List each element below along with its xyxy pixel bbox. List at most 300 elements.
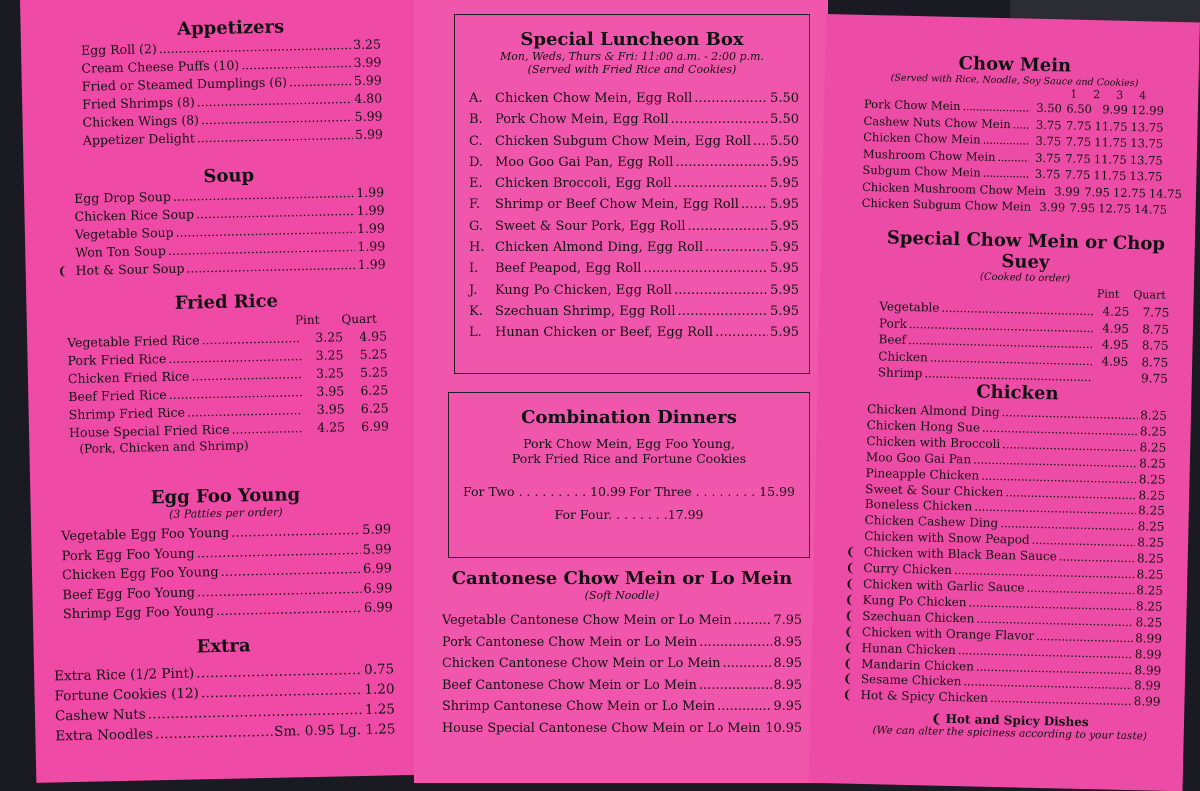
combination-line2: Pork Fried Rice and Fortune Cookies — [449, 451, 809, 466]
leader-dots — [734, 610, 772, 632]
leader-dots — [722, 653, 771, 675]
item-price: 5.95 — [770, 173, 799, 194]
menu-panel-middle — [414, 0, 828, 783]
item-price: 5.95 — [770, 322, 799, 343]
item-price-quart: 7.75 — [1129, 304, 1169, 321]
section-subtitle: (Soft Noodle) — [442, 589, 802, 602]
item-name: Shrimp Fried Rice — [69, 404, 186, 424]
leader-dots — [201, 329, 301, 349]
section-title: Cantonese Chow Mein or Lo Mein — [442, 568, 802, 589]
item-letter: B. — [469, 109, 495, 130]
pepper-icon: ❨ — [846, 545, 856, 561]
item-price: 8.25 — [1136, 599, 1163, 616]
leader-dots — [762, 718, 763, 740]
item-price: 8.25 — [1138, 504, 1165, 521]
item-price: 1.25 — [365, 699, 395, 720]
chow-mein-size-col: 3 — [1116, 89, 1123, 102]
item-price: 8.25 — [1139, 440, 1166, 457]
item-price-size-1: 3.75 — [1031, 133, 1061, 150]
item-price: 0.75 — [364, 659, 394, 680]
item-name: Chicken Broccoli, Egg Roll — [495, 173, 672, 194]
item-name: Mushroom Chow Mein — [863, 145, 996, 165]
item-name: Chicken Mushroom Chow Mein — [862, 178, 1046, 199]
special-chow-list — [878, 298, 1170, 387]
appetizers-list — [81, 35, 383, 149]
luncheon-box — [454, 14, 810, 374]
item-price: 8.25 — [1135, 615, 1162, 632]
item-price-quart: 5.25 — [343, 345, 387, 364]
item-price: 5.95 — [770, 301, 799, 322]
item-price-quart: 8.75 — [1128, 337, 1168, 354]
item-name: Pork Cantonese Chow Mein or Lo Mein — [442, 632, 697, 654]
item-price-size-1: 3.75 — [1031, 149, 1061, 166]
item-price-size-4: 13.75 — [1127, 151, 1163, 168]
menu-panel-left — [20, 0, 432, 783]
leader-dots — [753, 131, 768, 152]
item-price-pint: 4.95 — [1094, 336, 1128, 353]
item-price: 1.99 — [356, 183, 384, 202]
cantonese-section — [442, 568, 802, 739]
leader-dots — [675, 152, 768, 173]
item-name: Chicken with Snow Peapod — [864, 529, 1030, 549]
item-price: 1.20 — [364, 679, 394, 700]
item-name: Chicken with Broccoli — [866, 434, 1000, 453]
egg-foo-young-list — [61, 520, 393, 624]
item-letter: L. — [469, 322, 495, 343]
menu-item-row — [469, 131, 799, 152]
menu-item-row — [469, 152, 799, 173]
item-name: Shrimp Egg Foo Young — [63, 602, 215, 625]
section-title: Chicken — [867, 379, 1167, 407]
item-name: Hot & Spicy Chicken — [860, 688, 988, 707]
item-name: Extra Rice (1/2 Pint) — [54, 664, 194, 687]
item-name: Chicken with Garlic Sauce — [863, 577, 1025, 597]
leader-dots — [186, 256, 356, 278]
menu-item-row — [469, 237, 799, 258]
item-name: Appetizer Delight — [83, 129, 195, 149]
item-name: Chicken with Orange Flavor — [862, 625, 1034, 645]
leader-dots — [241, 54, 352, 74]
item-name: Chicken Subgum Chow Mein — [862, 195, 1032, 215]
for-two: For Two . . . . . . . . . 10.99 — [463, 484, 626, 499]
item-price-pint: 3.95 — [304, 382, 344, 401]
item-price: 5.50 — [770, 109, 799, 130]
pepper-icon: ❨ — [845, 592, 855, 608]
chow-mein-list — [862, 96, 1165, 218]
item-name: Hunan Chicken or Beef, Egg Roll — [495, 322, 713, 343]
item-name: Pork Fried Rice — [67, 350, 166, 370]
section-title: Special Luncheon Box — [455, 29, 809, 50]
leader-dots — [705, 237, 768, 258]
item-name: Kung Po Chicken — [863, 593, 967, 611]
item-name: Curry Chicken — [863, 561, 952, 579]
chow-mein-size-col: 1 — [1070, 88, 1077, 101]
item-name: Won Ton Soup — [75, 242, 166, 262]
item-price-size-3: 12.75 — [1095, 200, 1131, 217]
combination-prices-row — [463, 484, 795, 499]
leader-dots — [674, 173, 768, 194]
special-chow-section — [878, 227, 1171, 387]
leader-dots — [699, 675, 772, 697]
item-price: 5.95 — [770, 194, 799, 215]
hot-legend-note: (We can alter the spiciness according to your taste) — [860, 724, 1160, 743]
item-name: Chicken Chow Mein — [863, 129, 981, 148]
leader-dots — [231, 419, 303, 438]
extra-list — [54, 659, 396, 746]
pepper-icon: ❨ — [843, 640, 853, 656]
col-pint: Pint — [1097, 285, 1120, 304]
item-price-size-1: 3.75 — [1031, 116, 1061, 133]
fried-rice-section — [66, 288, 389, 456]
item-price: 8.95 — [774, 675, 803, 697]
leader-dots — [962, 98, 1030, 116]
col-quart: Quart — [1133, 286, 1166, 305]
leader-dots — [997, 148, 1029, 165]
item-name: Vegetable Soup — [75, 224, 174, 244]
leader-dots — [643, 258, 768, 279]
item-name: Moo Goo Gai Pan, Egg Roll — [495, 152, 673, 173]
menu-item-row — [442, 675, 802, 697]
item-letter: C. — [469, 131, 495, 152]
pepper-icon: ❨ — [844, 608, 854, 624]
menu-item-row — [442, 696, 802, 718]
item-price-size-2: 7.75 — [1061, 150, 1091, 167]
menu-item-row — [469, 88, 799, 109]
item-price: 5.50 — [770, 88, 799, 109]
item-name: Subgum Chow Mein — [862, 162, 981, 181]
item-price: 1.99 — [357, 237, 385, 256]
item-name: Boneless Chicken — [865, 497, 973, 515]
item-price-pint: 3.25 — [304, 364, 344, 383]
item-price-size-1: 3.99 — [1035, 199, 1065, 216]
luncheon-note: (Served with Fried Rice and Cookies) — [455, 63, 809, 76]
combination-box — [448, 392, 810, 558]
leader-dots — [191, 365, 302, 385]
item-name: Vegetable Egg Foo Young — [61, 524, 229, 547]
item-name: Mandarin Chicken — [861, 656, 974, 674]
leader-dots — [717, 696, 771, 718]
item-price: 8.25 — [1136, 583, 1163, 600]
section-title: Special Chow Mein or Chop Suey — [880, 227, 1171, 276]
menu-item-row — [442, 610, 802, 632]
item-name: Chicken Almond Ding — [867, 402, 1000, 421]
item-price: 5.99 — [354, 107, 382, 126]
appetizers-section — [80, 14, 383, 149]
item-name: Extra Noodles — [55, 724, 153, 746]
item-price: 8.99 — [1134, 663, 1161, 680]
item-price-size-3: 9.99 — [1092, 101, 1128, 118]
item-name: Szechuan Chicken — [862, 609, 974, 627]
item-letter: H. — [469, 237, 495, 258]
menu-item-row — [469, 216, 799, 237]
section-title: Fried Rice — [66, 288, 386, 316]
item-price: 8.99 — [1134, 679, 1161, 696]
item-price: 9.95 — [774, 696, 803, 718]
item-name: Chicken Almond Ding, Egg Roll — [495, 237, 703, 258]
item-name: Pork Egg Foo Young — [61, 544, 194, 566]
item-price-pint: 3.25 — [303, 346, 343, 365]
item-name: Sweet & Sour Chicken — [865, 482, 1003, 501]
item-name: Fried or Steamed Dumplings (6) — [82, 73, 288, 95]
cantonese-list — [442, 610, 802, 739]
col-quart: Quart — [341, 310, 377, 329]
item-price: 8.95 — [774, 653, 803, 675]
item-name: Cashew Nuts — [55, 705, 146, 727]
leader-dots — [982, 132, 1029, 150]
item-price-size-4: 13.75 — [1127, 135, 1163, 152]
item-name: Shrimp — [878, 364, 923, 382]
leader-dots — [699, 632, 771, 654]
soup-section — [74, 162, 386, 279]
item-price-size-2: 7.95 — [1080, 183, 1110, 200]
leader-dots — [990, 691, 1132, 710]
for-three: For Three . . . . . . . . 15.99 — [629, 484, 795, 499]
item-price-size-2: 7.75 — [1061, 117, 1091, 134]
item-price: 8.25 — [1139, 472, 1166, 489]
item-name: Beef Fried Rice — [68, 386, 167, 406]
item-price-size-2: 7.75 — [1061, 133, 1091, 150]
item-price: 3.25 — [353, 35, 381, 54]
item-price: 5.50 — [770, 131, 799, 152]
item-name: Beef Peapod, Egg Roll — [495, 258, 641, 279]
item-price: 8.25 — [1138, 488, 1165, 505]
item-price: 7.95 — [774, 610, 803, 632]
fried-rice-list — [67, 327, 389, 442]
item-name: Chicken — [878, 348, 928, 366]
item-price-size-4: 14.75 — [1146, 185, 1182, 202]
item-name: Chicken Rice Soup — [74, 205, 194, 225]
item-price-size-4: 13.75 — [1126, 168, 1162, 185]
leader-dots — [216, 599, 362, 622]
item-price: 8.99 — [1135, 647, 1162, 664]
pepper-icon: ❨ — [931, 712, 941, 726]
section-title: Extra — [53, 632, 393, 660]
pepper-icon: ❨ — [845, 577, 855, 593]
item-name: Beef Cantonese Chow Mein or Lo Mein — [442, 675, 697, 697]
menu-item-row — [442, 653, 802, 675]
leader-dots — [715, 322, 768, 343]
chow-mein-size-col: 2 — [1093, 88, 1100, 101]
item-name: Pork Chow Mein — [864, 96, 961, 115]
item-price-size-1: 3.75 — [1030, 166, 1060, 183]
leader-dots — [155, 722, 273, 744]
section-title: Soup — [74, 162, 384, 189]
item-price: 1.99 — [356, 201, 384, 220]
item-name: Beef — [878, 331, 906, 348]
menu-item-row — [442, 632, 802, 654]
item-name: Vegetable Fried Rice — [67, 331, 200, 352]
item-price-pint: 3.95 — [304, 400, 344, 419]
item-name: Hot & Sour Soup — [75, 260, 184, 280]
item-price: 5.95 — [770, 237, 799, 258]
leader-dots — [741, 194, 768, 215]
item-price-size-1: 3.50 — [1032, 100, 1062, 117]
chicken-list — [860, 402, 1167, 711]
leader-dots — [197, 126, 354, 147]
item-price: 5.95 — [770, 152, 799, 173]
item-price-pint: 4.95 — [1094, 353, 1128, 370]
item-price: 8.25 — [1137, 551, 1164, 568]
item-name: Hunan Chicken — [861, 641, 956, 659]
pepper-icon: ❨ — [843, 672, 853, 688]
item-name: Chicken Subgum Chow Mein, Egg Roll — [495, 131, 751, 152]
leader-dots — [678, 301, 769, 322]
item-letter: A. — [469, 88, 495, 109]
item-price: 6.99 — [364, 598, 393, 618]
section-title: Appetizers — [80, 14, 380, 41]
item-price: 5.95 — [770, 216, 799, 237]
col-pint: Pint — [295, 311, 320, 330]
luncheon-list — [469, 88, 799, 344]
item-price-size-3: 11.75 — [1091, 151, 1127, 168]
item-price-size-2: 7.95 — [1065, 199, 1095, 216]
item-name: Shrimp or Beef Chow Mein, Egg Roll — [495, 194, 739, 215]
item-price: Sm. 0.95 Lg. 1.25 — [274, 719, 396, 742]
section-title: Chow Mein — [865, 51, 1165, 79]
item-price: 6.99 — [363, 559, 392, 579]
item-price: 1.99 — [358, 255, 386, 274]
item-name: Vegetable Cantonese Chow Mein or Lo Mein — [442, 610, 732, 632]
item-price: 5.99 — [362, 540, 391, 560]
leader-dots — [694, 88, 768, 109]
item-price-size-3: 11.75 — [1091, 118, 1127, 135]
item-price: 5.99 — [354, 71, 382, 90]
item-name: Chicken Hong Sue — [866, 418, 980, 436]
menu-item-row — [469, 258, 799, 279]
item-name: Chicken Cashew Ding — [864, 513, 998, 532]
chow-mein-section — [862, 51, 1166, 218]
item-name: House Special Cantonese Chow Mein or Lo Mein — [442, 718, 760, 740]
item-name: Chicken Wings (8) — [82, 111, 199, 131]
pepper-icon: ❨ — [843, 656, 853, 672]
item-name: Chicken Egg Foo Young — [62, 563, 219, 586]
item-price: 3.99 — [353, 53, 381, 72]
item-price: 8.99 — [1134, 694, 1161, 711]
leader-dots — [688, 216, 769, 237]
for-four: For Four. . . . . . . .17.99 — [449, 507, 809, 522]
item-name: Cashew Nuts Chow Mein — [863, 112, 1011, 132]
item-price-quart: 6.25 — [344, 381, 388, 400]
item-price: 8.25 — [1140, 424, 1167, 441]
item-name: Beef Egg Foo Young — [62, 583, 195, 605]
section-subtitle: (3 Patties per order) — [61, 503, 391, 523]
item-price-quart: 6.25 — [344, 399, 388, 418]
leader-dots — [1013, 116, 1030, 133]
item-letter: E. — [469, 173, 495, 194]
item-price-size-1: 3.99 — [1050, 183, 1080, 200]
item-name: Pork Chow Mein, Egg Roll — [495, 109, 669, 130]
menu-item-row — [469, 194, 799, 215]
menu-item-row — [469, 109, 799, 130]
item-name: Chicken Fried Rice — [68, 368, 190, 389]
item-price-size-2: 7.75 — [1060, 166, 1090, 183]
item-price: 10.95 — [765, 718, 802, 740]
menu-panel-right — [809, 14, 1200, 791]
item-price-quart: 9.75 — [1128, 370, 1168, 387]
item-name: Fortune Cookies (12) — [54, 683, 199, 706]
item-price: 8.25 — [1140, 408, 1167, 425]
egg-foo-young-section — [60, 482, 393, 624]
hot-legend: ❨ Hot and Spicy Dishes — [860, 710, 1160, 731]
section-title: Combination Dinners — [449, 407, 809, 428]
item-price-quart: 8.75 — [1128, 353, 1168, 370]
item-price-size-4: 13.75 — [1127, 118, 1163, 135]
item-name: Chicken with Black Bean Sauce — [864, 545, 1057, 565]
soup-list — [74, 183, 386, 279]
item-price-size-4: 14.75 — [1131, 201, 1167, 218]
item-name: Chicken Chow Mein, Egg Roll — [495, 88, 692, 109]
chow-mein-size-col: 4 — [1139, 89, 1146, 102]
item-price-quart: 4.95 — [343, 327, 387, 346]
item-price: 5.99 — [362, 520, 391, 540]
item-name: Szechuan Shrimp, Egg Roll — [495, 301, 676, 322]
item-price: 8.25 — [1139, 456, 1166, 473]
item-name: Sweet & Sour Pork, Egg Roll — [495, 216, 686, 237]
item-price: 8.25 — [1137, 535, 1164, 552]
item-name: Egg Drop Soup — [74, 188, 171, 208]
item-price: 8.25 — [1138, 520, 1165, 537]
item-price: 1.99 — [357, 219, 385, 238]
item-letter: J. — [469, 280, 495, 301]
item-price-size-3: 11.75 — [1091, 134, 1127, 151]
item-price: 4.80 — [354, 89, 382, 108]
item-name: Vegetable — [879, 298, 939, 316]
item-price-quart: 6.99 — [345, 417, 389, 436]
item-price-quart: 5.25 — [344, 363, 388, 382]
pepper-icon: ❨ — [844, 624, 854, 640]
item-name: Pork — [879, 315, 907, 332]
menu-item-row — [469, 322, 799, 343]
item-letter: I. — [469, 258, 495, 279]
luncheon-hours: Mon, Weds, Thurs & Fri: 11:00 a.m. - 2:00 p.m. — [455, 50, 809, 63]
item-price-size-3: 12.75 — [1110, 184, 1146, 201]
item-name: Egg Roll (2) — [81, 40, 157, 60]
pepper-icon: ❨ — [845, 561, 855, 577]
item-price: 5.95 — [770, 258, 799, 279]
pepper-icon: ❨ — [842, 688, 852, 704]
item-price-pint: 3.25 — [303, 328, 343, 347]
menu-item-row — [442, 718, 802, 740]
leader-dots — [1059, 550, 1136, 568]
item-price: 8.99 — [1135, 631, 1162, 648]
item-price-pint: 4.25 — [305, 418, 345, 437]
item-letter: F. — [469, 194, 495, 215]
item-price-pint: 4.25 — [1095, 303, 1129, 320]
extra-section — [53, 632, 395, 746]
menu-item-row — [469, 301, 799, 322]
item-price: 6.99 — [363, 579, 392, 599]
leader-dots — [231, 521, 361, 543]
leader-dots — [674, 280, 768, 301]
item-price-size-2: 6.50 — [1062, 100, 1092, 117]
leader-dots — [671, 109, 768, 130]
item-name: Kung Po Chicken, Egg Roll — [495, 280, 672, 301]
item-name: Sesame Chicken — [861, 672, 962, 690]
item-price-size-4: 12.99 — [1128, 102, 1164, 119]
item-letter: K. — [469, 301, 495, 322]
item-name: Chicken Cantonese Chow Mein or Lo Mein — [442, 653, 720, 675]
item-price: 5.95 — [770, 280, 799, 301]
section-subtitle: (Cooked to order) — [880, 269, 1170, 287]
item-price-quart: 8.75 — [1129, 320, 1169, 337]
section-subtitle: (Served with Rice, Noodle, Soy Sauce and Cookies) — [864, 72, 1164, 90]
item-letter: D. — [469, 152, 495, 173]
pepper-icon: ❨ — [58, 262, 68, 280]
item-price-pint: 4.95 — [1095, 320, 1129, 337]
menu-item-row — [469, 173, 799, 194]
item-name: Fried Shrimps (8) — [82, 93, 195, 113]
combination-line1: Pork Chow Mein, Egg Foo Young, — [449, 436, 809, 451]
